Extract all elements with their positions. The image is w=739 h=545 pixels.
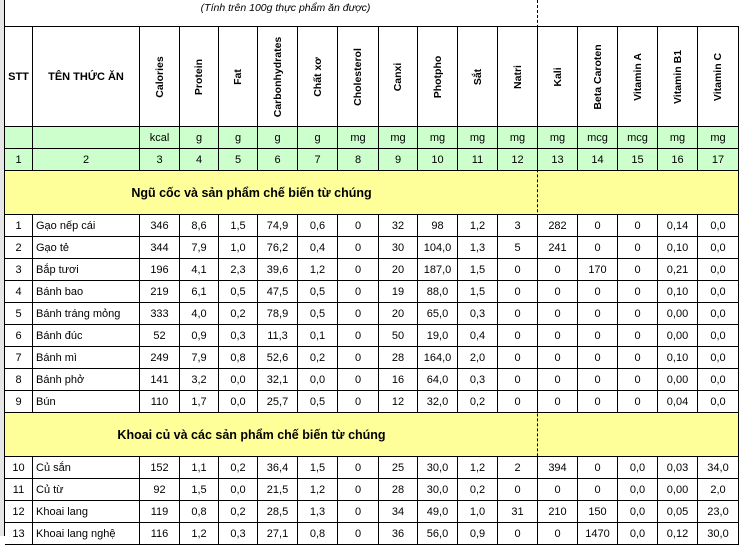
table-cell[interactable]: 0,5 xyxy=(298,303,338,325)
column-number-cell[interactable]: 16 xyxy=(658,149,698,171)
food-name-cell[interactable]: Củ từ xyxy=(33,479,140,501)
table-cell[interactable]: 119 xyxy=(140,501,180,523)
table-cell[interactable]: 0 xyxy=(578,281,618,303)
table-cell[interactable]: 196 xyxy=(140,259,180,281)
table-cell[interactable]: 19 xyxy=(379,281,418,303)
table-cell[interactable]: 0 xyxy=(618,303,658,325)
table-cell[interactable]: 1 xyxy=(5,215,33,237)
table-cell[interactable]: 8 xyxy=(5,369,33,391)
header-label: Calories xyxy=(153,55,166,98)
table-cell[interactable]: 0 xyxy=(498,303,538,325)
unit-cell[interactable]: mg xyxy=(458,127,498,149)
header-label: Photpho xyxy=(431,55,444,98)
table-cell[interactable]: 0,6 xyxy=(298,215,338,237)
column-number-cell[interactable]: 7 xyxy=(298,149,338,171)
table-cell[interactable]: 88,0 xyxy=(418,281,458,303)
table-cell[interactable]: 0 xyxy=(618,281,658,303)
table-cell[interactable]: 0,9 xyxy=(180,325,219,347)
table-cell[interactable]: 0,04 xyxy=(658,391,698,413)
table-cell[interactable]: 141 xyxy=(140,369,180,391)
header-canxi[interactable] xyxy=(379,27,418,127)
table-cell[interactable]: 0 xyxy=(498,479,538,501)
table-cell[interactable]: 0 xyxy=(618,347,658,369)
table-cell[interactable]: 0 xyxy=(538,303,578,325)
table-cell[interactable]: 1,5 xyxy=(219,215,258,237)
table-cell[interactable]: 3 xyxy=(498,215,538,237)
table-cell[interactable]: 0 xyxy=(338,281,379,303)
unit-cell[interactable]: g xyxy=(258,127,298,149)
column-number-cell[interactable]: 8 xyxy=(338,149,379,171)
table-cell[interactable]: 30,0 xyxy=(418,457,458,479)
table-cell[interactable]: 0,05 xyxy=(658,501,698,523)
table-cell[interactable]: 1,7 xyxy=(180,391,219,413)
table-cell[interactable]: 219 xyxy=(140,281,180,303)
table-cell[interactable]: 1,2 xyxy=(180,523,219,545)
table-cell[interactable]: 170 xyxy=(578,259,618,281)
column-number-cell[interactable]: 5 xyxy=(219,149,258,171)
table-cell[interactable]: 1,5 xyxy=(458,281,498,303)
table-cell[interactable]: 0,0 xyxy=(698,303,739,325)
table-cell[interactable]: 30,0 xyxy=(418,479,458,501)
unit-cell[interactable]: mg xyxy=(658,127,698,149)
table-cell[interactable]: 34 xyxy=(379,501,418,523)
header-chất-xơ[interactable] xyxy=(298,27,338,127)
food-name-cell[interactable]: Khoai lang nghệ xyxy=(33,523,140,545)
table-cell[interactable]: 0 xyxy=(498,523,538,545)
food-name-cell[interactable]: Bắp tươi xyxy=(33,259,140,281)
table-cell[interactable]: 36 xyxy=(379,523,418,545)
table-cell[interactable]: 0 xyxy=(338,347,379,369)
table-cell[interactable]: 0 xyxy=(618,369,658,391)
food-name-cell[interactable]: Bún xyxy=(33,391,140,413)
table-cell[interactable]: 0 xyxy=(618,237,658,259)
table-cell[interactable]: 11 xyxy=(5,479,33,501)
table-cell[interactable]: 20 xyxy=(379,259,418,281)
unit-cell[interactable]: mg xyxy=(538,127,578,149)
table-cell[interactable]: 0,4 xyxy=(458,325,498,347)
table-cell[interactable]: 49,0 xyxy=(418,501,458,523)
table-cell[interactable]: 0,12 xyxy=(658,523,698,545)
table-cell[interactable]: 2,3 xyxy=(219,259,258,281)
table-cell[interactable]: 0,5 xyxy=(298,281,338,303)
table-cell[interactable]: 10 xyxy=(5,457,33,479)
table-cell[interactable]: 8,6 xyxy=(180,215,219,237)
table-cell[interactable]: 39,6 xyxy=(258,259,298,281)
table-cell[interactable]: 6 xyxy=(5,325,33,347)
table-cell[interactable]: 0 xyxy=(538,281,578,303)
section-fill xyxy=(498,171,739,215)
column-number-cell[interactable]: 15 xyxy=(618,149,658,171)
unit-cell[interactable] xyxy=(33,127,140,149)
table-cell[interactable]: 1,1 xyxy=(180,457,219,479)
header-label: Vitamin A xyxy=(631,52,644,101)
table-cell[interactable]: 36,4 xyxy=(258,457,298,479)
table-cell[interactable]: 1,2 xyxy=(458,215,498,237)
column-number-cell[interactable]: 12 xyxy=(498,149,538,171)
table-cell[interactable]: 4 xyxy=(5,281,33,303)
table-cell[interactable]: 0,00 xyxy=(658,303,698,325)
table-cell[interactable]: 0,3 xyxy=(458,369,498,391)
table-cell[interactable]: 152 xyxy=(140,457,180,479)
table-cell[interactable]: 0 xyxy=(618,325,658,347)
table-cell[interactable]: 0 xyxy=(338,369,379,391)
table-cell[interactable]: 0,0 xyxy=(618,457,658,479)
table-cell[interactable]: 28 xyxy=(379,347,418,369)
table-cell[interactable]: 0,0 xyxy=(698,369,739,391)
table-cell[interactable]: 92 xyxy=(140,479,180,501)
table-cell[interactable]: 150 xyxy=(578,501,618,523)
column-number-cell[interactable]: 2 xyxy=(33,149,140,171)
table-cell[interactable]: 0,2 xyxy=(298,347,338,369)
column-number-cell[interactable]: 10 xyxy=(418,149,458,171)
column-number-cell[interactable]: 14 xyxy=(578,149,618,171)
table-cell[interactable]: 0,3 xyxy=(219,523,258,545)
table-cell[interactable]: 34,0 xyxy=(698,457,739,479)
table-cell[interactable]: 16 xyxy=(379,369,418,391)
table-cell[interactable]: 0 xyxy=(578,479,618,501)
table-cell[interactable]: 56,0 xyxy=(418,523,458,545)
table-cell[interactable]: 0,3 xyxy=(219,325,258,347)
table-cell[interactable]: 12 xyxy=(379,391,418,413)
unit-cell[interactable]: kcal xyxy=(140,127,180,149)
header-vitamin-a[interactable] xyxy=(618,27,658,127)
table-cell[interactable]: 0 xyxy=(498,259,538,281)
table-cell[interactable]: 6,1 xyxy=(180,281,219,303)
table-cell[interactable]: 0 xyxy=(538,325,578,347)
table-cell[interactable]: 0,0 xyxy=(219,479,258,501)
table-cell[interactable]: 0,0 xyxy=(698,391,739,413)
table-cell[interactable]: 0 xyxy=(498,325,538,347)
table-cell[interactable]: 0 xyxy=(618,215,658,237)
table-cell[interactable]: 1,5 xyxy=(458,259,498,281)
table-cell[interactable]: 0 xyxy=(338,325,379,347)
table-cell[interactable]: 164,0 xyxy=(418,347,458,369)
table-cell[interactable]: 32 xyxy=(379,215,418,237)
table-cell[interactable]: 11,3 xyxy=(258,325,298,347)
table-cell[interactable]: 2 xyxy=(498,457,538,479)
table-cell[interactable]: 64,0 xyxy=(418,369,458,391)
table-cell[interactable]: 5 xyxy=(5,303,33,325)
table-cell[interactable]: 0,9 xyxy=(458,523,498,545)
header-photpho[interactable] xyxy=(418,27,458,127)
table-cell[interactable]: 0 xyxy=(578,457,618,479)
header-label: Kali xyxy=(551,66,564,87)
food-name-cell[interactable]: Gạo tẻ xyxy=(33,237,140,259)
table-cell[interactable]: 3,2 xyxy=(180,369,219,391)
header-beta-caroten[interactable] xyxy=(578,27,618,127)
table-cell[interactable]: 0,10 xyxy=(658,347,698,369)
table-cell[interactable]: 0,1 xyxy=(298,325,338,347)
header-protein[interactable] xyxy=(180,27,219,127)
unit-cell[interactable]: mcg xyxy=(578,127,618,149)
header-label: Chất xơ xyxy=(311,56,324,97)
table-cell[interactable]: 1,3 xyxy=(458,237,498,259)
table-cell[interactable]: 23,0 xyxy=(698,501,739,523)
food-name-cell[interactable]: Bánh tráng mỏng xyxy=(33,303,140,325)
table-cell[interactable]: 0,2 xyxy=(458,479,498,501)
table-cell[interactable]: 0,00 xyxy=(658,325,698,347)
unit-cell[interactable]: mg xyxy=(379,127,418,149)
table-cell[interactable]: 28,5 xyxy=(258,501,298,523)
table-cell[interactable]: 1,5 xyxy=(180,479,219,501)
column-number-cell[interactable]: 6 xyxy=(258,149,298,171)
table-cell[interactable]: 0,8 xyxy=(298,523,338,545)
table-cell[interactable]: 187,0 xyxy=(418,259,458,281)
table-cell[interactable]: 0,5 xyxy=(298,391,338,413)
table-cell[interactable]: 0 xyxy=(578,369,618,391)
table-cell[interactable]: 0 xyxy=(618,391,658,413)
unit-cell[interactable]: mg xyxy=(498,127,538,149)
food-name-cell[interactable]: Bánh đúc xyxy=(33,325,140,347)
unit-cell[interactable]: g xyxy=(180,127,219,149)
section-title[interactable]: Khoai củ và các sản phẩm chế biến từ chúng xyxy=(5,413,498,457)
table-cell[interactable]: 0 xyxy=(538,523,578,545)
table-cell[interactable]: 25 xyxy=(379,457,418,479)
column-number-cell[interactable]: 3 xyxy=(140,149,180,171)
column-number-cell[interactable]: 13 xyxy=(538,149,578,171)
header-label: Fat xyxy=(232,68,244,85)
table-cell[interactable]: 0 xyxy=(338,259,379,281)
table-cell[interactable]: 0 xyxy=(498,369,538,391)
table-cell[interactable]: 0 xyxy=(338,457,379,479)
table-cell[interactable]: 0,4 xyxy=(298,237,338,259)
table-cell[interactable]: 28 xyxy=(379,479,418,501)
header-cholesterol[interactable] xyxy=(338,27,379,127)
table-cell[interactable]: 0 xyxy=(538,347,578,369)
table-cell[interactable]: 0,10 xyxy=(658,281,698,303)
table-cell[interactable]: 9 xyxy=(5,391,33,413)
table-cell[interactable]: 12 xyxy=(5,501,33,523)
table-cell[interactable]: 0 xyxy=(338,303,379,325)
table-cell[interactable]: 0,2 xyxy=(219,457,258,479)
table-cell[interactable]: 21,5 xyxy=(258,479,298,501)
table-cell[interactable]: 0,0 xyxy=(219,369,258,391)
table-cell[interactable]: 1,5 xyxy=(298,457,338,479)
unit-cell[interactable]: g xyxy=(298,127,338,149)
table-cell[interactable]: 50 xyxy=(379,325,418,347)
table-cell[interactable]: 4,1 xyxy=(180,259,219,281)
table-cell[interactable]: 25,7 xyxy=(258,391,298,413)
header-label: Vitamin C xyxy=(712,52,724,101)
table-cell[interactable]: 0 xyxy=(538,391,578,413)
table-cell[interactable]: 0,3 xyxy=(458,303,498,325)
table-cell[interactable]: 1,0 xyxy=(458,501,498,523)
table-cell[interactable]: 0 xyxy=(578,237,618,259)
table-cell[interactable]: 2,0 xyxy=(698,479,739,501)
table-cell[interactable]: 0 xyxy=(618,259,658,281)
table-cell[interactable]: 78,9 xyxy=(258,303,298,325)
table-cell[interactable]: 74,9 xyxy=(258,215,298,237)
table-cell[interactable]: 0,2 xyxy=(219,501,258,523)
table-cell[interactable]: 1,2 xyxy=(458,457,498,479)
table-cell[interactable]: 31 xyxy=(498,501,538,523)
table-cell[interactable]: 52 xyxy=(140,325,180,347)
table-cell[interactable]: 0 xyxy=(578,303,618,325)
column-number-cell[interactable]: 17 xyxy=(698,149,739,171)
table-cell[interactable]: 0 xyxy=(498,281,538,303)
food-name-cell[interactable]: Bánh phở xyxy=(33,369,140,391)
table-cell[interactable]: 346 xyxy=(140,215,180,237)
header-top-border xyxy=(5,26,739,27)
table-cell[interactable]: 0,0 xyxy=(298,369,338,391)
header-fat[interactable] xyxy=(219,27,258,127)
food-name-cell[interactable]: Khoai lang xyxy=(33,501,140,523)
table-cell[interactable]: 0,0 xyxy=(698,237,739,259)
table-cell[interactable]: 0 xyxy=(578,347,618,369)
table-cell[interactable]: 0 xyxy=(538,479,578,501)
table-cell[interactable]: 0 xyxy=(338,501,379,523)
table-cell[interactable]: 27,1 xyxy=(258,523,298,545)
food-name-cell[interactable]: Củ sắn xyxy=(33,457,140,479)
table-cell[interactable]: 76,2 xyxy=(258,237,298,259)
table-cell[interactable]: 0,14 xyxy=(658,215,698,237)
table-cell[interactable]: 1470 xyxy=(578,523,618,545)
header-vitamin-c[interactable] xyxy=(698,27,739,127)
table-cell[interactable]: 5 xyxy=(498,237,538,259)
table-cell[interactable]: 333 xyxy=(140,303,180,325)
header-label: Cholesterol xyxy=(352,47,364,106)
table-cell[interactable]: 0,0 xyxy=(698,325,739,347)
table-cell[interactable]: 116 xyxy=(140,523,180,545)
table-cell[interactable]: 0 xyxy=(578,215,618,237)
table-cell[interactable]: 0 xyxy=(338,523,379,545)
table-cell[interactable]: 7,9 xyxy=(180,347,219,369)
table-cell[interactable]: 0,0 xyxy=(618,479,658,501)
table-cell[interactable]: 0 xyxy=(578,391,618,413)
table-cell[interactable]: 394 xyxy=(538,457,578,479)
table-cell[interactable]: 249 xyxy=(140,347,180,369)
table-cell[interactable]: 1,0 xyxy=(219,237,258,259)
unit-cell[interactable]: mg xyxy=(338,127,379,149)
table-cell[interactable]: 0,2 xyxy=(219,303,258,325)
table-cell[interactable]: 0,8 xyxy=(180,501,219,523)
table-cell[interactable]: 13 xyxy=(5,523,33,545)
table-cell[interactable]: 0,10 xyxy=(658,237,698,259)
table-cell[interactable]: 344 xyxy=(140,237,180,259)
table-cell[interactable]: 110 xyxy=(140,391,180,413)
table-cell[interactable]: 7 xyxy=(5,347,33,369)
header-natri[interactable] xyxy=(498,27,538,127)
column-number-cell[interactable]: 4 xyxy=(180,149,219,171)
table-cell[interactable]: 0,0 xyxy=(698,281,739,303)
header-calories[interactable] xyxy=(140,27,180,127)
table-cell[interactable]: 1,3 xyxy=(298,501,338,523)
table-cell[interactable]: 2 xyxy=(5,237,33,259)
table-cell[interactable]: 0,8 xyxy=(219,347,258,369)
table-cell[interactable]: 0,0 xyxy=(618,501,658,523)
header-name[interactable]: TÊN THỨC ĂN xyxy=(33,27,140,127)
header-vitamin-b1[interactable] xyxy=(658,27,698,127)
table-cell[interactable]: 0,00 xyxy=(658,479,698,501)
table-cell[interactable]: 32,0 xyxy=(418,391,458,413)
table-cell[interactable]: 0,0 xyxy=(219,391,258,413)
table-cell[interactable]: 19,0 xyxy=(418,325,458,347)
section-fill xyxy=(498,413,739,457)
column-number-cell[interactable]: 11 xyxy=(458,149,498,171)
table-subtitle: (Tính trên 100g thực phẩm ăn được) xyxy=(200,2,371,14)
table-cell[interactable]: 98 xyxy=(418,215,458,237)
food-name-cell[interactable]: Bánh bao xyxy=(33,281,140,303)
header-kali[interactable] xyxy=(538,27,578,127)
page-break-line xyxy=(537,0,538,536)
header-label: Sắt xyxy=(471,68,484,85)
table-cell[interactable]: 1,2 xyxy=(298,259,338,281)
unit-cell[interactable]: mg xyxy=(418,127,458,149)
unit-cell[interactable]: mg xyxy=(698,127,739,149)
unit-cell[interactable]: mcg xyxy=(618,127,658,149)
table-cell[interactable]: 0 xyxy=(538,369,578,391)
table-cell[interactable]: 0,03 xyxy=(658,457,698,479)
food-name-cell[interactable]: Bánh mì xyxy=(33,347,140,369)
table-cell[interactable]: 0,0 xyxy=(698,347,739,369)
column-number-cell[interactable]: 1 xyxy=(5,149,33,171)
table-cell[interactable]: 0 xyxy=(498,347,538,369)
column-number-cell[interactable]: 9 xyxy=(379,149,418,171)
table-cell[interactable]: 0 xyxy=(338,237,379,259)
table-cell[interactable]: 0,0 xyxy=(698,215,739,237)
header-sắt[interactable] xyxy=(458,27,498,127)
table-cell[interactable]: 210 xyxy=(538,501,578,523)
table-cell[interactable]: 52,6 xyxy=(258,347,298,369)
table-cell[interactable]: 20 xyxy=(379,303,418,325)
table-cell[interactable]: 32,1 xyxy=(258,369,298,391)
table-cell[interactable]: 0 xyxy=(578,325,618,347)
table-cell[interactable]: 0,21 xyxy=(658,259,698,281)
header-stt[interactable]: STT xyxy=(5,27,33,127)
table-cell[interactable]: 282 xyxy=(538,215,578,237)
unit-cell[interactable]: g xyxy=(219,127,258,149)
table-cell[interactable]: 30,0 xyxy=(698,523,739,545)
table-cell[interactable]: 1,2 xyxy=(298,479,338,501)
table-cell[interactable]: 7,9 xyxy=(180,237,219,259)
table-cell[interactable]: 47,5 xyxy=(258,281,298,303)
header-label: Natri xyxy=(511,64,524,89)
table-cell[interactable]: 0 xyxy=(338,391,379,413)
table-cell[interactable]: 0 xyxy=(498,391,538,413)
table-cell[interactable]: 0,00 xyxy=(658,369,698,391)
table-cell[interactable]: 241 xyxy=(538,237,578,259)
header-label: Beta Caroten xyxy=(591,43,604,110)
header-label: Protein xyxy=(193,58,205,95)
unit-cell[interactable] xyxy=(5,127,33,149)
table-cell[interactable]: 0 xyxy=(338,479,379,501)
table-cell[interactable]: 0 xyxy=(338,215,379,237)
header-label: Vitamin B1 xyxy=(671,49,684,104)
header-carbonhydrates[interactable] xyxy=(258,27,298,127)
table-cell[interactable]: 0 xyxy=(538,259,578,281)
table-cell[interactable]: 0,2 xyxy=(458,391,498,413)
header-label: Carbonhydrates xyxy=(271,36,284,117)
table-cell[interactable]: 0,0 xyxy=(698,259,739,281)
table-cell[interactable]: 0,0 xyxy=(618,523,658,545)
table-cell[interactable]: 104,0 xyxy=(418,237,458,259)
header-label: Canxi xyxy=(392,62,404,91)
section-title[interactable]: Ngũ cốc và sản phẩm chế biến từ chúng xyxy=(5,171,498,215)
table-cell[interactable]: 0,5 xyxy=(219,281,258,303)
table-cell[interactable]: 3 xyxy=(5,259,33,281)
table-cell[interactable]: 30 xyxy=(379,237,418,259)
table-cell[interactable]: 2,0 xyxy=(458,347,498,369)
table-cell[interactable]: 4,0 xyxy=(180,303,219,325)
table-cell[interactable]: 65,0 xyxy=(418,303,458,325)
food-name-cell[interactable]: Gạo nếp cái xyxy=(33,215,140,237)
